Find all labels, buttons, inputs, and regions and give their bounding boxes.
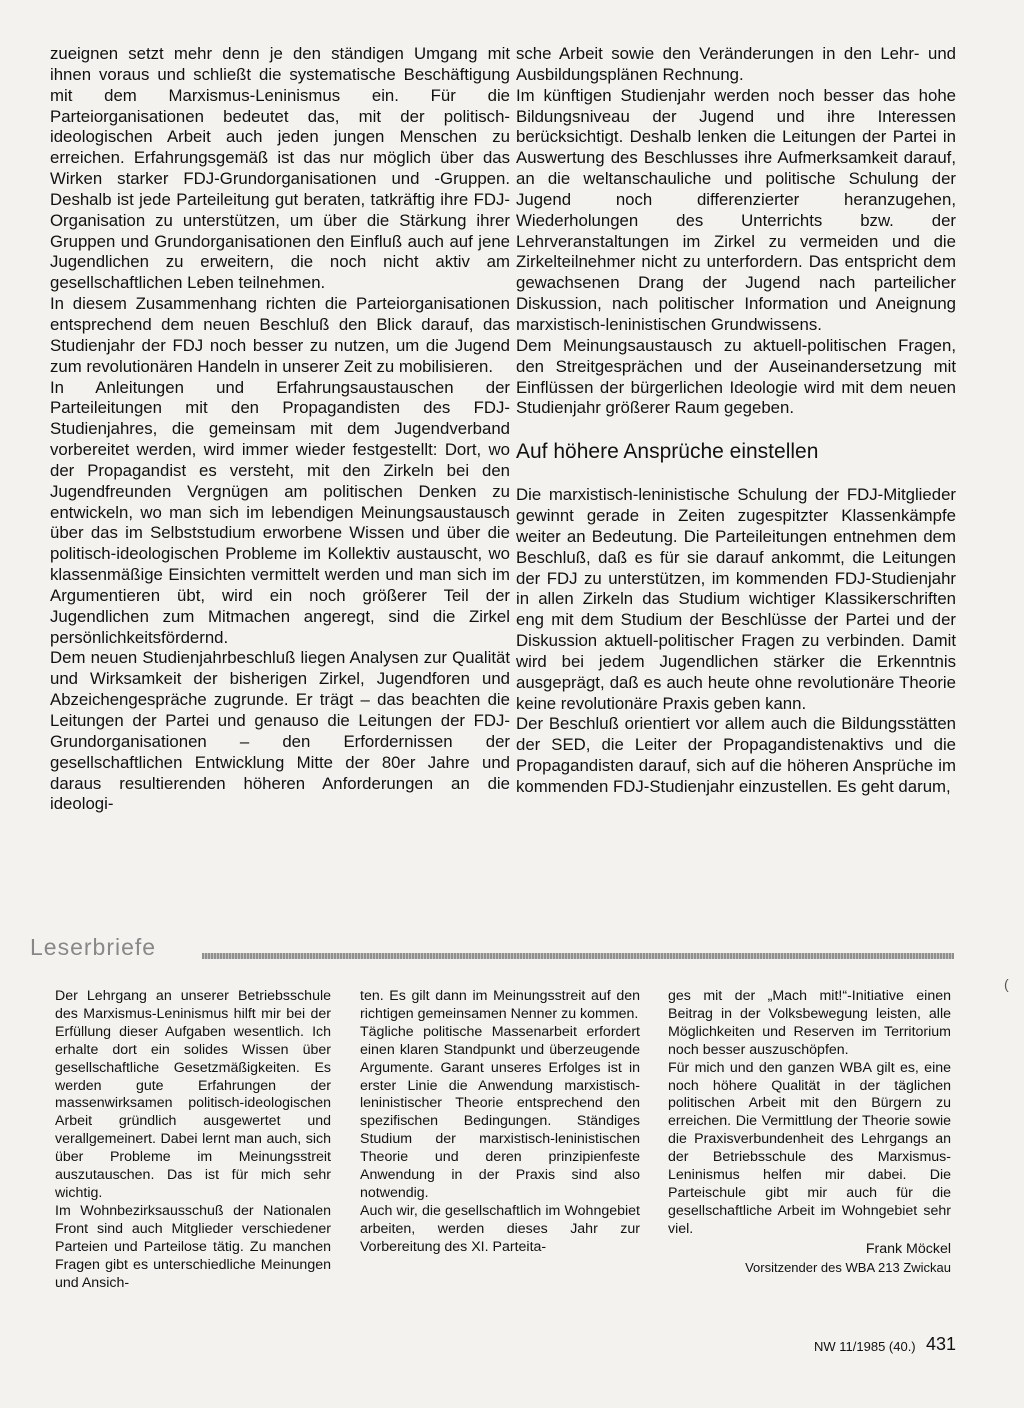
letter-paragraph: Im Wohnbezirksausschuß der Nationalen Front sind auch Mitglieder verschiedener Parteien und Parteilose tätig. Zu manchen Fragen gibt es unterschiedliche Meinungen und Ansich- — [55, 1202, 331, 1291]
section-heading: Auf höhere Ansprüche einstellen — [516, 440, 819, 464]
letter-author: Frank Möckel — [865, 1240, 951, 1257]
article-paragraph: zueignen setzt mehr denn je den ständigen Umgang mit ihnen voraus und schließt die systematische Beschäftigung mit dem Marxismus-Leninismus ein. Für die Parteiorganisationen bedeutet das, mit der politisch-ideologischen Arbeit auch jeden jungen Menschen zu erreichen. Erfahrungsgemäß ist das nur möglich über das Wirken starker FDJ-Grundorganisationen und -Gruppen. Deshalb ist jede Parteileitung gut beraten, tatkräftig ihre FDJ-Organisation zu unterstützen, um über die Stärkung ihrer Gruppen und Grundorganisationen den Einfluß auch auf jene Jugendlichen zu erweitern, die noch nicht aktiv am gesellschaftlichen Leben teilnehmen. — [50, 44, 510, 293]
letter-column-2 — [360, 988, 640, 1257]
scan-mark: ( — [1004, 976, 1009, 992]
letter-paragraph: Der Lehrgang an unserer Betriebsschule des Marxismus-Leninismus hilft mir bei der Erfüllung dieser Aufgaben wesentlich. Ich erhalte dort ein solides Wissen über gesellschaftliche Gesetzmäßigkeiten. Es werden gute Erfahrungen der massenwirksamen politisch-ideologischen Arbeit gründlich ausgewertet und verallgemeinert. Dabei lernt man auch, sich über Probleme im Meinungsstreit auszutauschen. Das ist für mich sehr wichtig. — [55, 988, 331, 1201]
article-paragraph: Dem neuen Studienjahrbeschluß liegen Analysen zur Qualität und Wirksamkeit der bisherigen Zirkel, Jugendforen und Abzeichengespräche zugrunde. Er trägt – das beachten die Leitungen der Partei und genauso die Leitungen der FDJ-Grundorganisationen – den Erfordernissen der gesellschaftlichen Entwicklung Mitte der 80er Jahre und daraus resultierenden höheren Anforderungen an die ideologi- — [50, 648, 510, 814]
letter-paragraph: Tägliche politische Massenarbeit erfordert einen klaren Standpunkt und überzeugende Argumente. Garant unseres Erfolges ist in erster Linie die Anwendung marxistisch-leninistischer Theorie entsprechend den spezifischen Bedingungen. Ständiges Studium der marxistisch-leninistischen Theorie und deren prinzipienfeste Anwendung in der Praxis sind also notwendig. — [360, 1023, 640, 1201]
letter-paragraph: ten. Es gilt dann im Meinungsstreit auf den richtigen gemeinsamen Nenner zu kommen. — [360, 988, 640, 1022]
article-paragraph: In diesem Zusammenhang richten die Parteiorganisationen entsprechend dem neuen Beschluß den Blick darauf, das Studienjahr der FDJ noch besser zu nutzen, um die Jugend zum revolutionären Handeln in unserer Zeit zu mobilisieren. — [50, 294, 510, 376]
article-column-right — [516, 44, 956, 798]
article-paragraph: Der Beschluß orientiert vor allem auch die Bildungsstätten der SED, die Leiter der Propagandistenaktivs und die Propagandisten darauf, sich auf die höheren Ansprüche im kommenden FDJ-Studienjahr einzustellen. Es geht darum, — [516, 714, 956, 796]
article-paragraph: In Anleitungen und Erfahrungsaustauschen der Parteileitungen mit den Propagandisten des FDJ-Studienjahres, die gemeinsam mit dem Jugendverband vorbereitet werden, wird immer wieder festgestellt: Dort, wo der Propagandist es versteht, mit den Zirkeln bei den Jugendfreunden Vergnügen am politischen Denken zu entwickeln, wo man sich im lebendigen Meinungsaustausch über das im Selbststudium erworbene Wissen und über die politisch-ideologischen Probleme im Kollektiv austauscht, wo klassenmäßige Einsichten vermittelt werden und man sich im Argumentieren übt, wird ein noch größerer Teil der Jugendlichen zum Mitmachen angeregt, sind die Zirkel persönlichkeitsfördernd. — [50, 377, 510, 647]
article-paragraph: sche Arbeit sowie den Veränderungen in den Lehr- und Ausbildungsplänen Rechnung. — [516, 44, 956, 84]
letter-author-title: Vorsitzender des WBA 213 Zwickau — [745, 1259, 951, 1275]
page-number: 431 — [926, 1334, 957, 1354]
article-paragraph: Dem Meinungsaustausch zu aktuell-politischen Fragen, den Streitgesprächen und der Auseinandersetzung mit Einflüssen der bürgerlichen Ideologie wird mit dem neuen Studienjahr größerer Raum gegeben. — [516, 335, 956, 418]
letter-column-3 — [668, 988, 951, 1277]
article-column-left — [50, 44, 510, 815]
article-paragraph: Im künftigen Studienjahr werden noch besser das hohe Bildungsniveau der Jugend und ihre Interessen berücksichtigt. Deshalb lenken die Leitungen der Partei in Auswertung des Beschlusses ihre Aufmerksamkeit darauf, an die weltanschauliche und politische Schulung der Jugend noch differenzierter heranzugehen, Wiederholungen des Unterrichts bzw. der Lehrveranstaltungen im Zirkel zu vermeiden und die Zirkelteilnehmer nicht zu unterfordern. Das entspricht dem gewachsenen Drang der Jugend nach parteilicher Diskussion, nach politischer Information und Aneignung marxistisch-leninistischen Grundwissens. — [516, 85, 956, 334]
leserbriefe-label: Leserbriefe — [30, 934, 157, 960]
letter-paragraph: ges mit der „Mach mit!“-Initiative einen Beitrag in der Volksbewegung leisten, alle Möglichkeiten und Reserven im Territorium noch besser auszuschöpfen. — [668, 988, 951, 1058]
article-paragraph: Die marxistisch-leninistische Schulung der FDJ-Mitglieder gewinnt gerade in Zeiten zugespitzter Klassenkämpfe weiter an Bedeutung. Die Parteileitungen entnehmen dem Beschluß, daß es für sie darauf ankommt, die Leitungen der FDJ zu unterstützen, im kommenden FDJ-Studienjahr in allen Zirkeln das Studium wichtiger Klassikerschriften eng mit dem Studium der Beschlüsse der Partei und der Diskussion aktuell-politischer Fragen zu verbinden. Damit wird bei jedem Jugendlichen stärker die Erkenntnis ausgeprägt, daß es auch heute ohne revolutionäre Theorie keine revolutionäre Praxis geben kann. — [516, 485, 956, 713]
letter-paragraph: Für mich und den ganzen WBA gilt es, eine noch höhere Qualität in der täglichen politischen Arbeit mit den Bürgern zu erreichen. Die Vermittlung der Theorie sowie die Praxisverbundenheit des Lehrgangs an der Betriebsschule des Marxismus-Leninismus helfen mir dabei. Die Parteischule gibt mir auch für die gesellschaftliche Arbeit im Wohngebiet sehr viel. — [668, 1059, 951, 1237]
letter-paragraph: Auch wir, die gesellschaftlich im Wohngebiet arbeiten, werden dieses Jahr zur Vorbereitung des XI. Parteita- — [360, 1202, 640, 1255]
issue-info: NW 11/1985 (40.) — [814, 1339, 916, 1354]
section-divider — [202, 953, 954, 959]
letter-column-1 — [55, 988, 331, 1292]
